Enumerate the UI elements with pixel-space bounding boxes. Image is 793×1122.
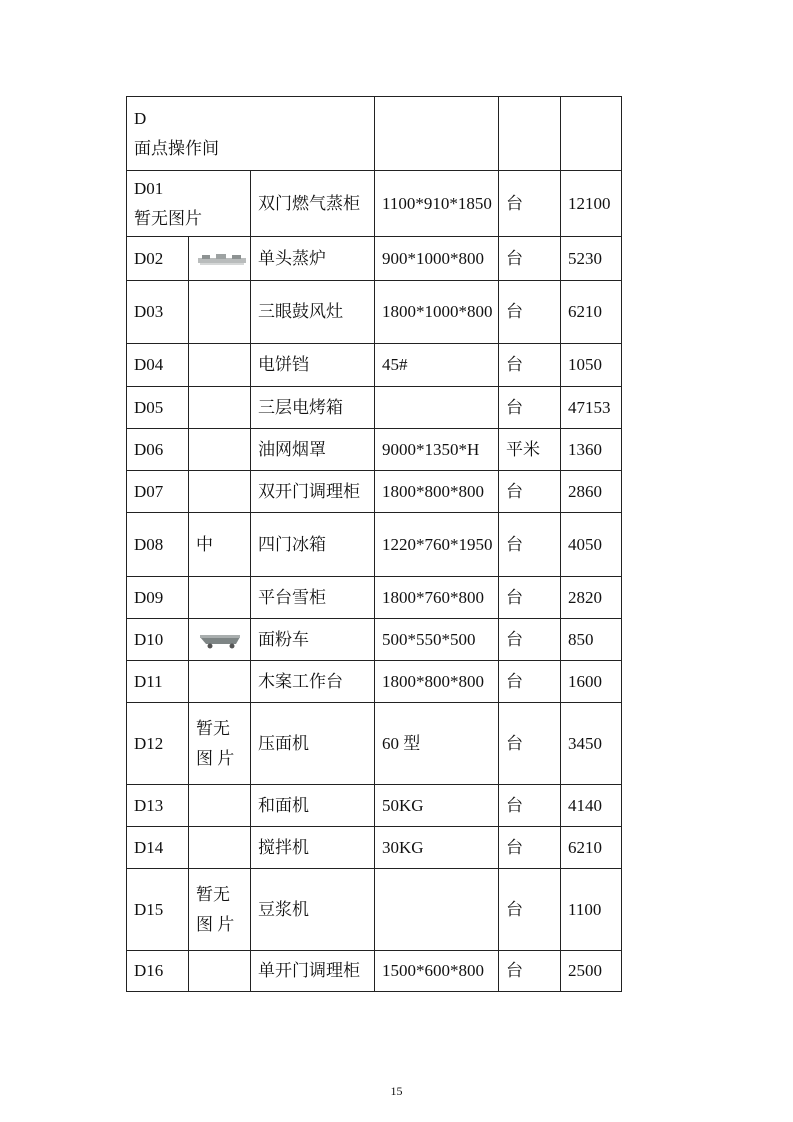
item-name: 压面机 [251, 703, 375, 785]
table-row [127, 429, 622, 471]
item-name: 双门燃气蒸柜 [251, 171, 375, 237]
item-spec: 45# [375, 344, 499, 387]
item-price: 47153 [561, 387, 622, 429]
table-row [127, 471, 622, 513]
item-name: 单头蒸炉 [251, 237, 375, 281]
item-spec: 1100*910*1850 [375, 171, 499, 237]
no-image-line1: 暂无 [196, 718, 230, 738]
item-price: 1360 [561, 429, 622, 471]
item-name: 平台雪柜 [251, 577, 375, 619]
price-cell [561, 97, 622, 171]
item-code: D09 [127, 577, 189, 619]
item-code: D15 [127, 869, 189, 951]
image-cell [189, 951, 251, 992]
image-cell [189, 827, 251, 869]
item-unit: 台 [499, 869, 561, 951]
item-spec [375, 387, 499, 429]
image-cell [189, 429, 251, 471]
image-cell [189, 619, 251, 661]
item-code: D02 [127, 237, 189, 281]
item-spec: 1500*600*800 [375, 951, 499, 992]
item-code: D04 [127, 344, 189, 387]
item-code: D03 [127, 281, 189, 344]
item-spec: 1800*800*800 [375, 471, 499, 513]
table-row [127, 703, 622, 785]
item-unit: 台 [499, 237, 561, 281]
table-row [127, 827, 622, 869]
item-price: 1050 [561, 344, 622, 387]
item-unit: 台 [499, 387, 561, 429]
unit-cell [499, 97, 561, 171]
image-cell [189, 471, 251, 513]
item-unit: 台 [499, 471, 561, 513]
table-row [127, 513, 622, 577]
item-unit: 台 [499, 281, 561, 344]
item-price: 850 [561, 619, 622, 661]
item-code: D10 [127, 619, 189, 661]
item-price: 2820 [561, 577, 622, 619]
table-row [127, 619, 622, 661]
table-row [127, 869, 622, 951]
table-row [127, 387, 622, 429]
no-image-note: 暂无图片 [134, 208, 202, 228]
table-row [127, 237, 622, 281]
no-image-line2: 图 片 [196, 748, 235, 768]
image-cell [189, 344, 251, 387]
item-code: D16 [127, 951, 189, 992]
item-spec: 1220*760*1950 [375, 513, 499, 577]
item-unit: 台 [499, 785, 561, 827]
item-spec: 60 型 [375, 703, 499, 785]
item-spec: 9000*1350*H [375, 429, 499, 471]
item-spec: 50KG [375, 785, 499, 827]
table-row [127, 661, 622, 703]
item-price: 4140 [561, 785, 622, 827]
item-spec: 1800*1000*800 [375, 281, 499, 344]
image-cell [189, 661, 251, 703]
item-unit: 台 [499, 951, 561, 992]
item-name: 和面机 [251, 785, 375, 827]
image-cell [189, 281, 251, 344]
item-spec: 30KG [375, 827, 499, 869]
item-unit: 平米 [499, 429, 561, 471]
table-row [127, 577, 622, 619]
section-code: D [134, 108, 147, 128]
stove-thumbnail [196, 252, 248, 268]
item-unit: 台 [499, 703, 561, 785]
item-price: 2860 [561, 471, 622, 513]
table-row [127, 785, 622, 827]
item-name: 单开门调理柜 [251, 951, 375, 992]
item-name: 三层电烤箱 [251, 387, 375, 429]
item-name: 四门冰箱 [251, 513, 375, 577]
item-name: 三眼鼓风灶 [251, 281, 375, 344]
item-name: 油网烟罩 [251, 429, 375, 471]
item-name: 电饼铛 [251, 344, 375, 387]
item-unit: 台 [499, 827, 561, 869]
table-row [127, 344, 622, 387]
table-row [127, 281, 622, 344]
image-cell [189, 237, 251, 281]
table-row [127, 951, 622, 992]
cart-thumbnail [196, 632, 244, 650]
item-name: 搅拌机 [251, 827, 375, 869]
no-image-line2: 图 片 [196, 914, 235, 934]
item-unit: 台 [499, 577, 561, 619]
equipment-table [126, 96, 622, 992]
item-name: 面粉车 [251, 619, 375, 661]
item-unit: 台 [499, 619, 561, 661]
item-code: D08 [127, 513, 189, 577]
image-note [189, 869, 251, 951]
image-cell [189, 387, 251, 429]
item-code: D05 [127, 387, 189, 429]
image-note [189, 703, 251, 785]
table-row [127, 171, 622, 237]
item-code: D01 [134, 178, 164, 198]
section-row [127, 97, 622, 171]
section-cell [127, 97, 375, 171]
item-name: 豆浆机 [251, 869, 375, 951]
page-number: 15 [390, 1084, 403, 1098]
item-code: D12 [127, 703, 189, 785]
item-code: D13 [127, 785, 189, 827]
item-price: 5230 [561, 237, 622, 281]
item-price: 3450 [561, 703, 622, 785]
item-price: 6210 [561, 281, 622, 344]
item-unit: 台 [499, 344, 561, 387]
item-code: D14 [127, 827, 189, 869]
item-code: D06 [127, 429, 189, 471]
item-name: 木案工作台 [251, 661, 375, 703]
image-cell [189, 785, 251, 827]
item-unit: 台 [499, 661, 561, 703]
item-price: 1600 [561, 661, 622, 703]
item-spec: 1800*760*800 [375, 577, 499, 619]
image-cell [189, 577, 251, 619]
item-name: 双开门调理柜 [251, 471, 375, 513]
item-price: 12100 [561, 171, 622, 237]
no-image-line1: 暂无 [196, 884, 230, 904]
item-spec [375, 869, 499, 951]
item-price: 2500 [561, 951, 622, 992]
item-unit: 台 [499, 513, 561, 577]
item-spec: 1800*800*800 [375, 661, 499, 703]
item-price: 1100 [561, 869, 622, 951]
spec-cell [375, 97, 499, 171]
image-note: 中 [189, 513, 251, 577]
item-price: 6210 [561, 827, 622, 869]
item-spec: 500*550*500 [375, 619, 499, 661]
code-cell [127, 171, 251, 237]
item-code: D07 [127, 471, 189, 513]
section-name: 面点操作间 [134, 138, 219, 158]
item-spec: 900*1000*800 [375, 237, 499, 281]
item-unit: 台 [499, 171, 561, 237]
item-price: 4050 [561, 513, 622, 577]
item-code: D11 [127, 661, 189, 703]
